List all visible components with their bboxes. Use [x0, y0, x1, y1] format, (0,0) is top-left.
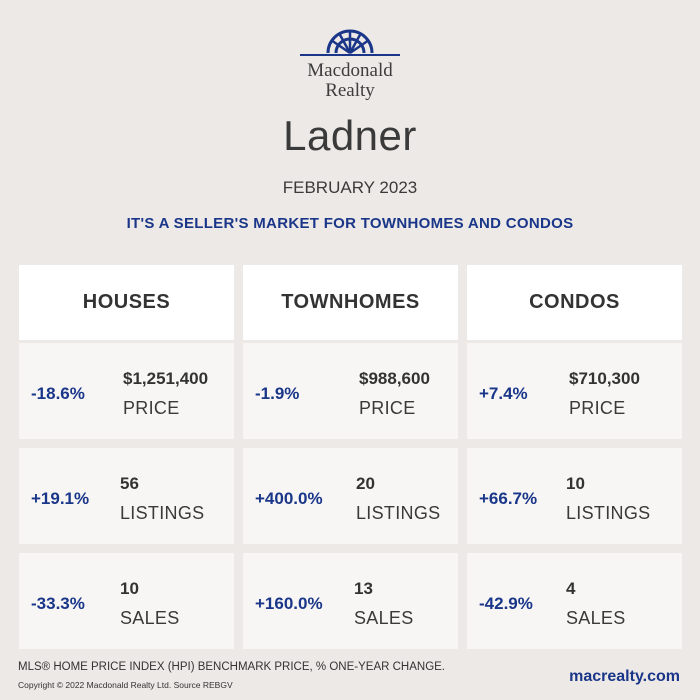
copyright: Copyright © 2022 Macdonald Realty Ltd. Source REBGV — [18, 680, 233, 690]
listings-change: +400.0% — [255, 489, 323, 508]
listings-value: 56 — [120, 474, 139, 493]
sales-change: +160.0% — [255, 594, 323, 613]
sales-change: -33.3% — [31, 594, 85, 613]
sales-card — [467, 553, 682, 649]
price-label: PRICE — [569, 398, 626, 418]
listings-label: LISTINGS — [566, 503, 651, 523]
brand-name-line2: Realty — [325, 80, 375, 101]
brand-name-line1: Macdonald — [307, 60, 393, 81]
listings-label: LISTINGS — [356, 503, 441, 523]
sales-value: 13 — [354, 579, 373, 598]
sales-label: SALES — [120, 608, 180, 628]
listings-value: 20 — [356, 474, 375, 493]
footnote: MLS® HOME PRICE INDEX (HPI) BENCHMARK PRICE, % ONE-YEAR CHANGE. — [18, 661, 446, 673]
listings-label: LISTINGS — [120, 503, 205, 523]
market-headline: IT'S A SELLER'S MARKET FOR TOWNHOMES AND CONDOS — [126, 215, 574, 232]
price-change: -18.6% — [31, 384, 85, 403]
brand-logo — [0, 26, 700, 101]
column-townhomes — [243, 265, 458, 649]
column-condos — [467, 265, 682, 649]
price-value: $1,251,400 — [123, 369, 209, 388]
sales-label: SALES — [354, 608, 414, 628]
sales-value: 4 — [566, 579, 576, 598]
sales-value: 10 — [120, 579, 139, 598]
price-change: +7.4% — [479, 384, 528, 403]
listings-card — [243, 448, 458, 544]
price-card — [19, 343, 234, 439]
price-label: PRICE — [359, 398, 416, 418]
price-card — [467, 343, 682, 439]
listings-change: +19.1% — [31, 489, 90, 508]
city-title: Ladner — [283, 112, 417, 159]
sales-label: SALES — [566, 608, 626, 628]
sales-change: -42.9% — [479, 594, 533, 613]
listings-card — [19, 448, 234, 544]
price-label: PRICE — [123, 398, 180, 418]
column-houses — [19, 265, 234, 649]
price-value: $710,300 — [569, 369, 640, 388]
sunburst-arch-icon — [300, 26, 400, 58]
column-title: TOWNHOMES — [243, 265, 458, 340]
sales-card — [243, 553, 458, 649]
website-link[interactable]: macrealty.com — [569, 668, 680, 685]
price-card — [243, 343, 458, 439]
column-title: HOUSES — [19, 265, 234, 340]
report-period: FEBRUARY 2023 — [282, 178, 418, 197]
sales-card — [19, 553, 234, 649]
listings-card — [467, 448, 682, 544]
price-change: -1.9% — [255, 384, 300, 403]
listings-value: 10 — [566, 474, 585, 493]
listings-change: +66.7% — [479, 489, 538, 508]
price-value: $988,600 — [359, 369, 430, 388]
column-title: CONDOS — [467, 265, 682, 340]
